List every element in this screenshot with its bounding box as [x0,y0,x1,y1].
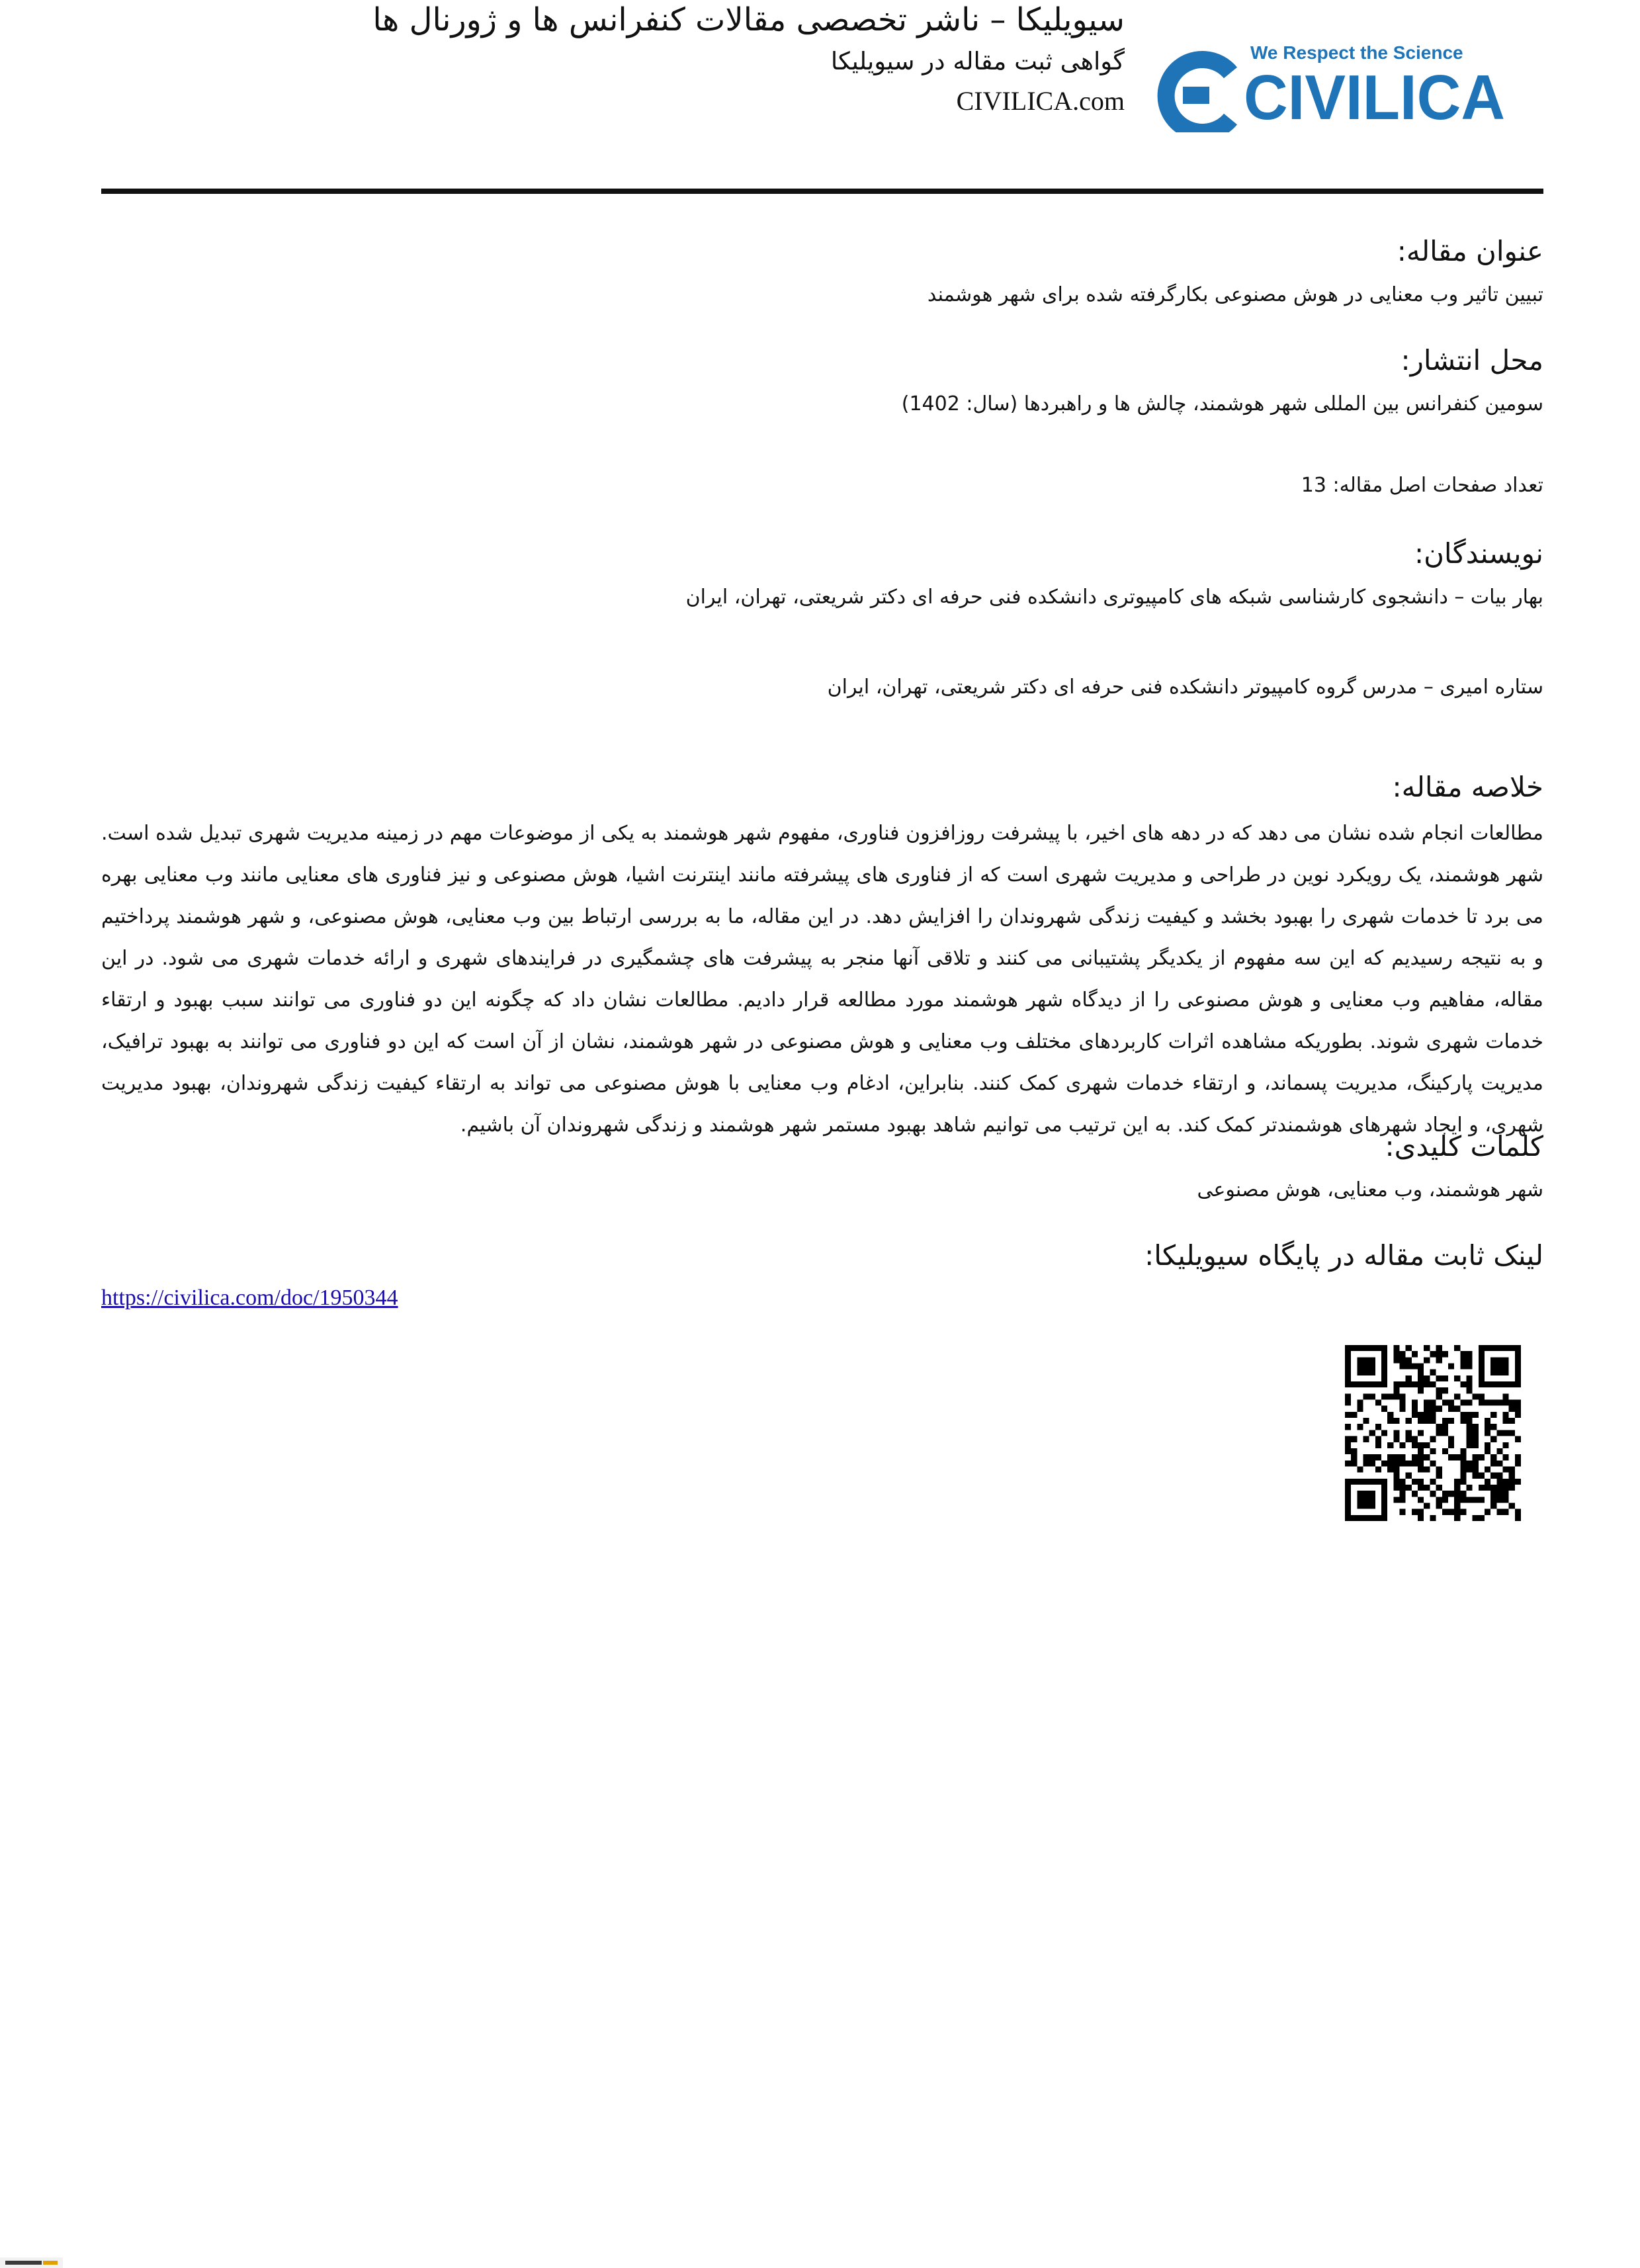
page-count: تعداد صفحات اصل مقاله: 13 [1301,474,1543,497]
title-section [928,232,1543,310]
keywords-text: شهر هوشمند، وب معنایی، هوش مصنوعی [1197,1178,1543,1201]
footer-watermark-icon [0,2255,63,2268]
abstract-section [1392,767,1543,807]
logo-wordmark: CIVILICA [1244,62,1505,132]
article-link[interactable]: https://civilica.com/doc/1950344 [101,1286,398,1310]
site-name: سیویلیکا – ناشر تخصصی مقالات کنفرانس ها و ژورنال ها [372,1,1125,38]
site-domain: CIVILICA.com [956,86,1125,116]
abstract-label: خلاصه مقاله: [1392,771,1543,803]
authors-label: نویسندگان: [1414,537,1543,570]
civilica-logo-icon [1151,36,1508,132]
certificate-caption: گواهی ثبت مقاله در سیویلیکا [830,47,1125,75]
link-label: لینک ثابت مقاله در پایگاه سیویلیکا: [1144,1239,1543,1272]
title-label: عنوان مقاله: [1397,235,1543,267]
authors-section [686,534,1543,702]
venue-label: محل انتشار: [1401,344,1543,376]
link-section [1144,1236,1543,1276]
logo-tagline: We Respect the Science [1250,42,1463,63]
keywords-section [1197,1127,1543,1205]
author-item: ستاره امیری – مدرس گروه کامپیوتر دانشکده فنی حرفه ای دکتر شریعتی، تهران، ایران [827,676,1543,699]
article-title: تبیین تاثیر وب معنایی در هوش مصنوعی بکارگرفته شده برای شهر هوشمند [927,283,1543,306]
header-divider [101,189,1543,194]
article-venue: سومین کنفرانس بین المللی شهر هوشمند، چالش ها و راهبردها (سال: 1402) [901,392,1543,415]
qr-code-icon [1345,1345,1521,1521]
keywords-label: کلمات کلیدی: [1385,1130,1543,1162]
abstract-text: مطالعات انجام شده نشان می دهد که در دهه های اخیر، با پیشرفت روزافزون فناوری، مفهوم شهر هوشمند به یکی از موضوعات مهم در زمینه مدیریت شهری تبدیل شده است. شهر هوشمند، یک رویکرد نوین در طراحی و مدیریت شهری است که از فناوری های پیشرفته مانند اینترنت اشیا، هوش مصنوعی و نیز فناوری های معنایی مانند وب معنایی بهره می برد تا خدمات شهری را بهبود بخشد و کیفیت زندگی شهروندان را افزایش دهد. در این مقاله، ما به بررسی ارتباط بین وب معنایی، هوش مصنوعی، و شهر هوشمند پرداختیم و به نتیجه رسیدیم که این سه مفهوم از یکدیگر پشتیبانی می کنند و تلاقی آنها منجر به پیشرفت های چشمگیری در فرایندهای شهری و ارائه خدمات شهری می شود. در این مقاله، مفاهیم وب معنایی و هوش مصنوعی را از دیدگاه شهر هوشمند مورد مطالعه قرار دادیم. مطالعات نشان داد که چگونه این دو فناوری می توانند سبب بهبود و ارتقاء خدمات شهری شوند. بطوریکه مشاهده اثرات کاربردهای مختلف وب معنایی و هوش مصنوعی در شهر هوشمند، نشان از آن است که این دو فناوری می توانند به بهبود ترافیک، مدیریت پارکینگ، مدیریت پسماند، و ارتقاء خدمات شهری کمک کنند. بنابراین، ادغام وب معنایی با هوش مصنوعی می تواند به ارتقاء کیفیت زندگی شهروندان، بهبود مدیریت شهری، و ایجاد شهرهای هوشمندتر کمک کند. به این ترتیب می توانیم شاهد بهبود مستمر شهر هوشمند و زندگی شهروندان آن باشیم. [101,822,1543,1137]
author-item: بهار بیات – دانشجوی کارشناسی شبکه های کامپیوتری دانشکده فنی حرفه ای دکتر شریعتی، تهران، ایران [685,586,1543,609]
header [370,0,1125,119]
venue-section [902,341,1543,419]
